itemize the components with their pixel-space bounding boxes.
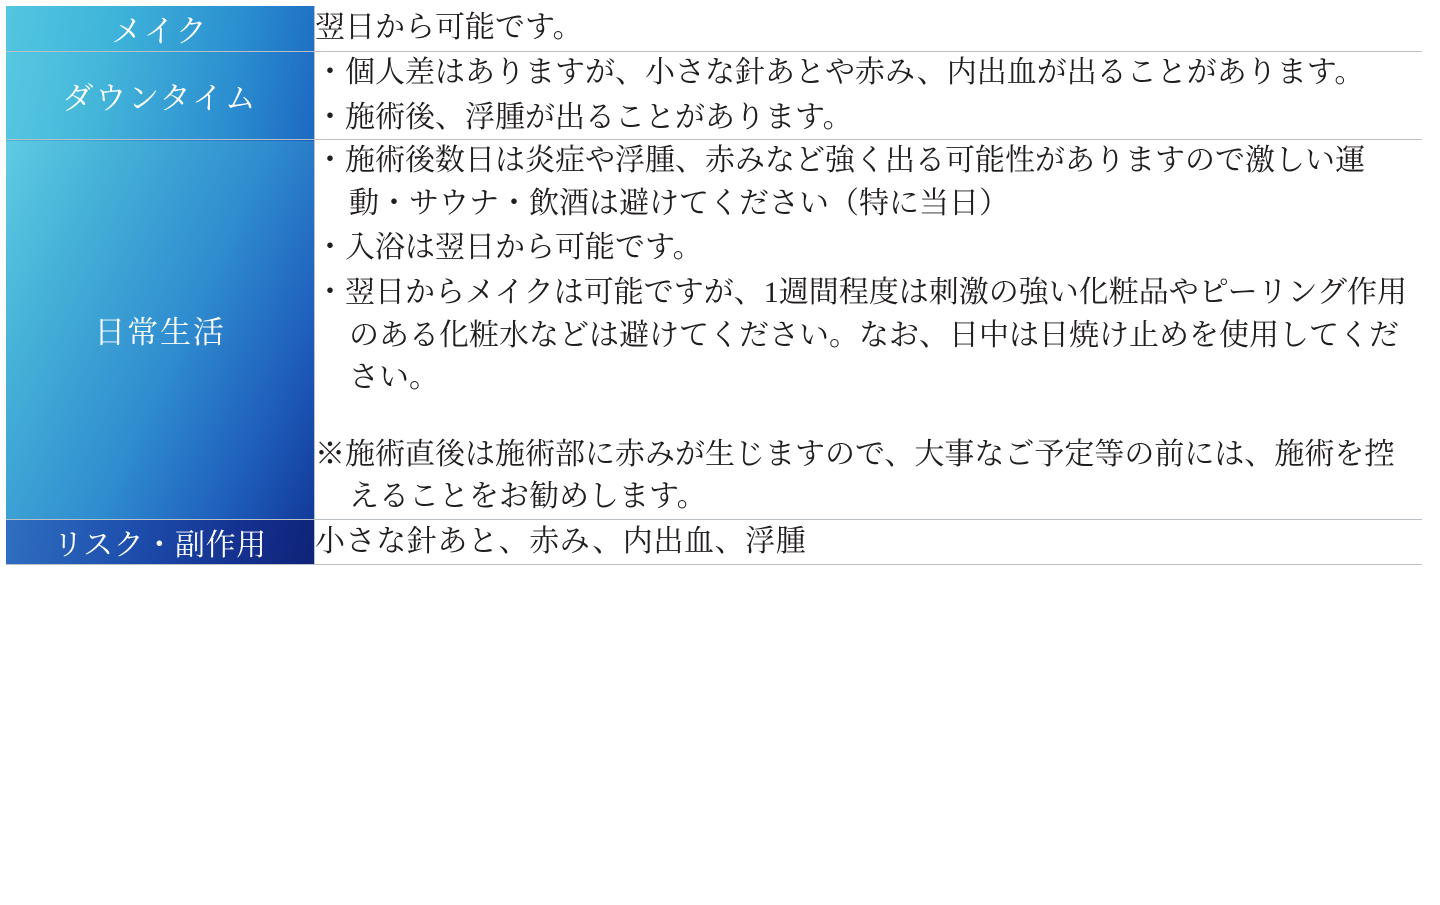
row-header-risks: リスク・副作用 <box>6 519 315 564</box>
body-line: ・入浴は翌日から可能です。 <box>315 231 703 265</box>
body-line: 小さな針あと、赤み、内出血、浮腫 <box>315 524 807 558</box>
table-row <box>6 519 1422 564</box>
table-row <box>6 6 1422 52</box>
row-body-makeup <box>315 6 1423 52</box>
body-line: ・翌日からメイクは可能ですが、1週間程度は刺激の強い化粧品やピーリング作用のある化粧水などは避けてください。なお、日中は日焼け止めを使用してください。 <box>315 275 1407 395</box>
row-body-downtime <box>315 52 1423 140</box>
table-row <box>6 140 1422 520</box>
body-spacer <box>315 400 1422 434</box>
table-row <box>6 52 1422 140</box>
row-header-makeup: メイク <box>6 6 315 52</box>
row-header-daily-life: 日常生活 <box>6 140 315 520</box>
treatment-aftercare-table <box>6 6 1422 565</box>
row-body-daily-life <box>315 140 1423 520</box>
body-line: ・個人差はありますが、小さな針あとや赤み、内出血が出ることがあります。 <box>315 56 1365 89</box>
body-line: ・施術後数日は炎症や浮腫、赤みなど強く出る可能性がありますので激しい運動・サウナ・飲酒は避けてください（特に当日） <box>315 144 1365 220</box>
body-line: ・施術後、浮腫が出ることがあります。 <box>315 100 853 134</box>
row-body-risks <box>315 519 1423 564</box>
body-line: 翌日から可能です。 <box>315 11 583 45</box>
row-header-downtime: ダウンタイム <box>6 52 315 140</box>
body-note: ※施術直後は施術部に赤みが生じますので、大事なご予定等の前には、施術を控えることをお勧めします。 <box>315 437 1395 514</box>
